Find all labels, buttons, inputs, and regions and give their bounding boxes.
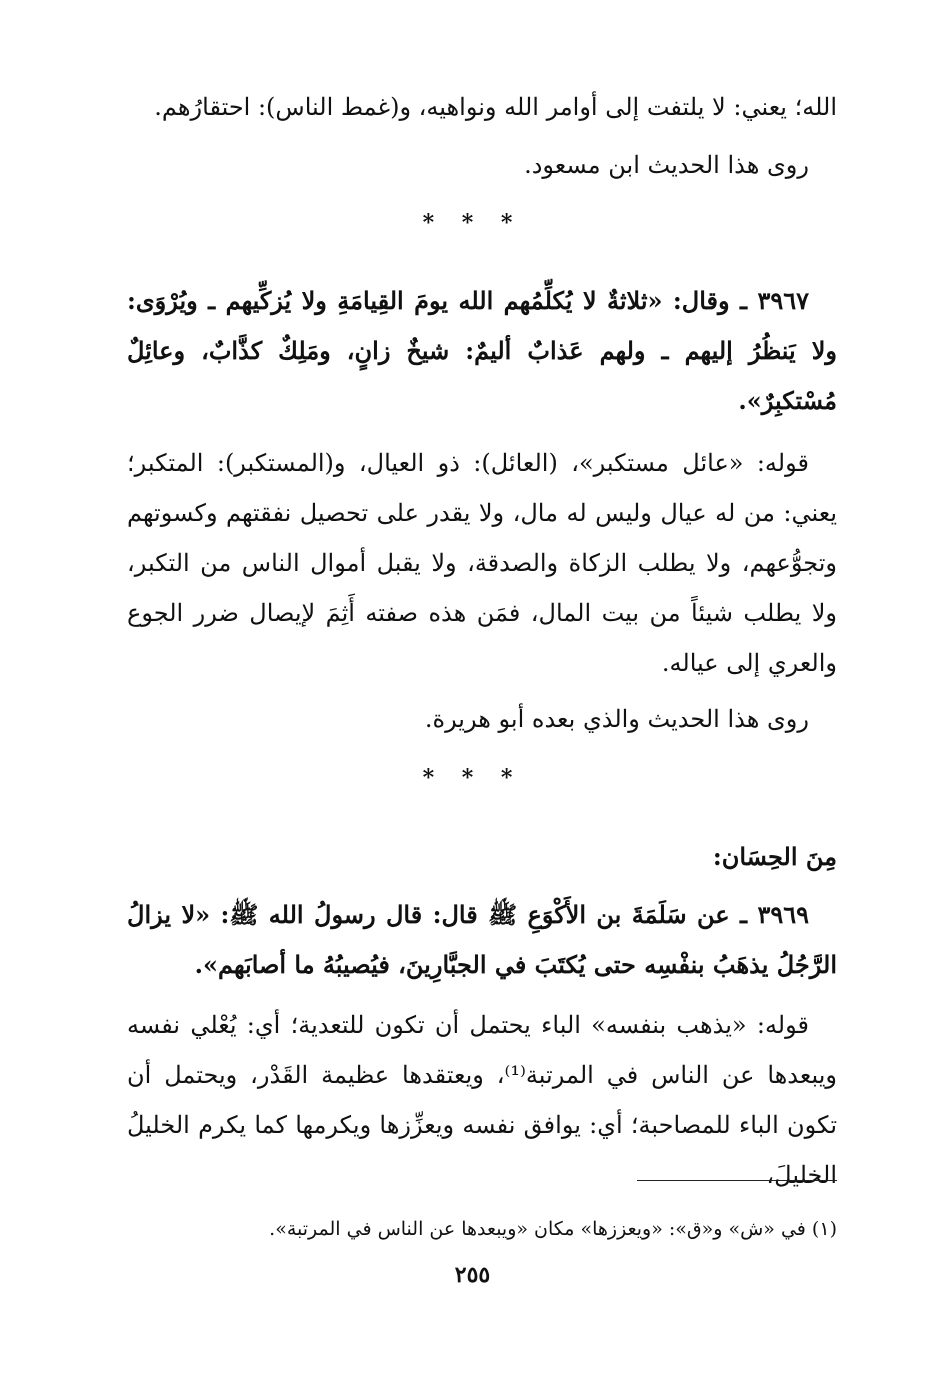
section-heading-hisan: مِنَ الحِسَان: [712, 842, 837, 871]
commentary-3969: قوله: «يذهب بنفسه» الباء يحتمل أن تكون للتعدية؛ أي: يُعْلي نفسه ويبعدها عن الناس في المرتبة⁽¹⁾، ويعتقدها عظيمة القَدْر، ويحتمل أن تكون الباء للمصاحبة؛ أي: يوافق نفسه ويعزِّزها ويكرمها كما يكرم الخليلُ الخليلَ، [127, 1011, 837, 1189]
section-separator-stars: * * * [422, 210, 523, 236]
continued-commentary-line: الله؛ يعني: لا يلتفت إلى أوامر الله ونواهيه، و(غمط الناس): احتقارُهم. [154, 93, 837, 121]
narration-ibn-masud: روى هذا الحديث ابن مسعود. [524, 151, 809, 179]
footnote-divider [637, 1180, 837, 1181]
hadith-3967-text: ٣٩٦٧ ـ وقال: «ثلاثةٌ لا يُكلِّمُهم الله يومَ القِيامَةِ ولا يُزكِّيهم ـ ويُرْوَى: ولا يَنظُرُ إليهم ـ ولهم عَذابٌ أليمٌ: شيخٌ زانٍ، ومَلِكٌ كذَّابٌ، وعائِلٌ مُسْتكبِرٌ». [127, 286, 837, 415]
narration-abu-hurayra: روى هذا الحديث والذي بعده أبو هريرة. [424, 705, 809, 733]
footnote-1: (١) في «ش» و«ق»: «ويعززها» مكان «ويبعدها عن الناس في المرتبة». [269, 1218, 837, 1240]
page-number: ٢٥٥ [454, 1262, 491, 1288]
hadith-3969-text: ٣٩٦٩ ـ عن سَلَمَةَ بن الأَكْوَعِ ﷺ قال: قال رسولُ الله ﷺ: «لا يزالُ الرَّجُلُ يذهَبُ بنفْسِه حتى يُكتَبَ في الجبَّارِينَ، فيُصيبُهُ ما أصابَهم». [127, 900, 837, 979]
section-separator-stars-2: * * * [422, 765, 523, 791]
commentary-3967: قوله: «عائل مستكبر»، (العائل): ذو العيال، و(المستكبر): المتكبر؛ يعني: من له عيال وليس له مال، ولا يقدر على تحصيل نفقتهم وكسوتهم وتجوُّعهم، ولا يطلب الزكاة والصدقة، ولا يقبل أموال الناس من التكبر، ولا يطلب شيئاً من بيت المال، فمَن هذه صفته أَثِمَ لإيصال ضرر الجوع والعري إلى عياله. [127, 449, 838, 677]
